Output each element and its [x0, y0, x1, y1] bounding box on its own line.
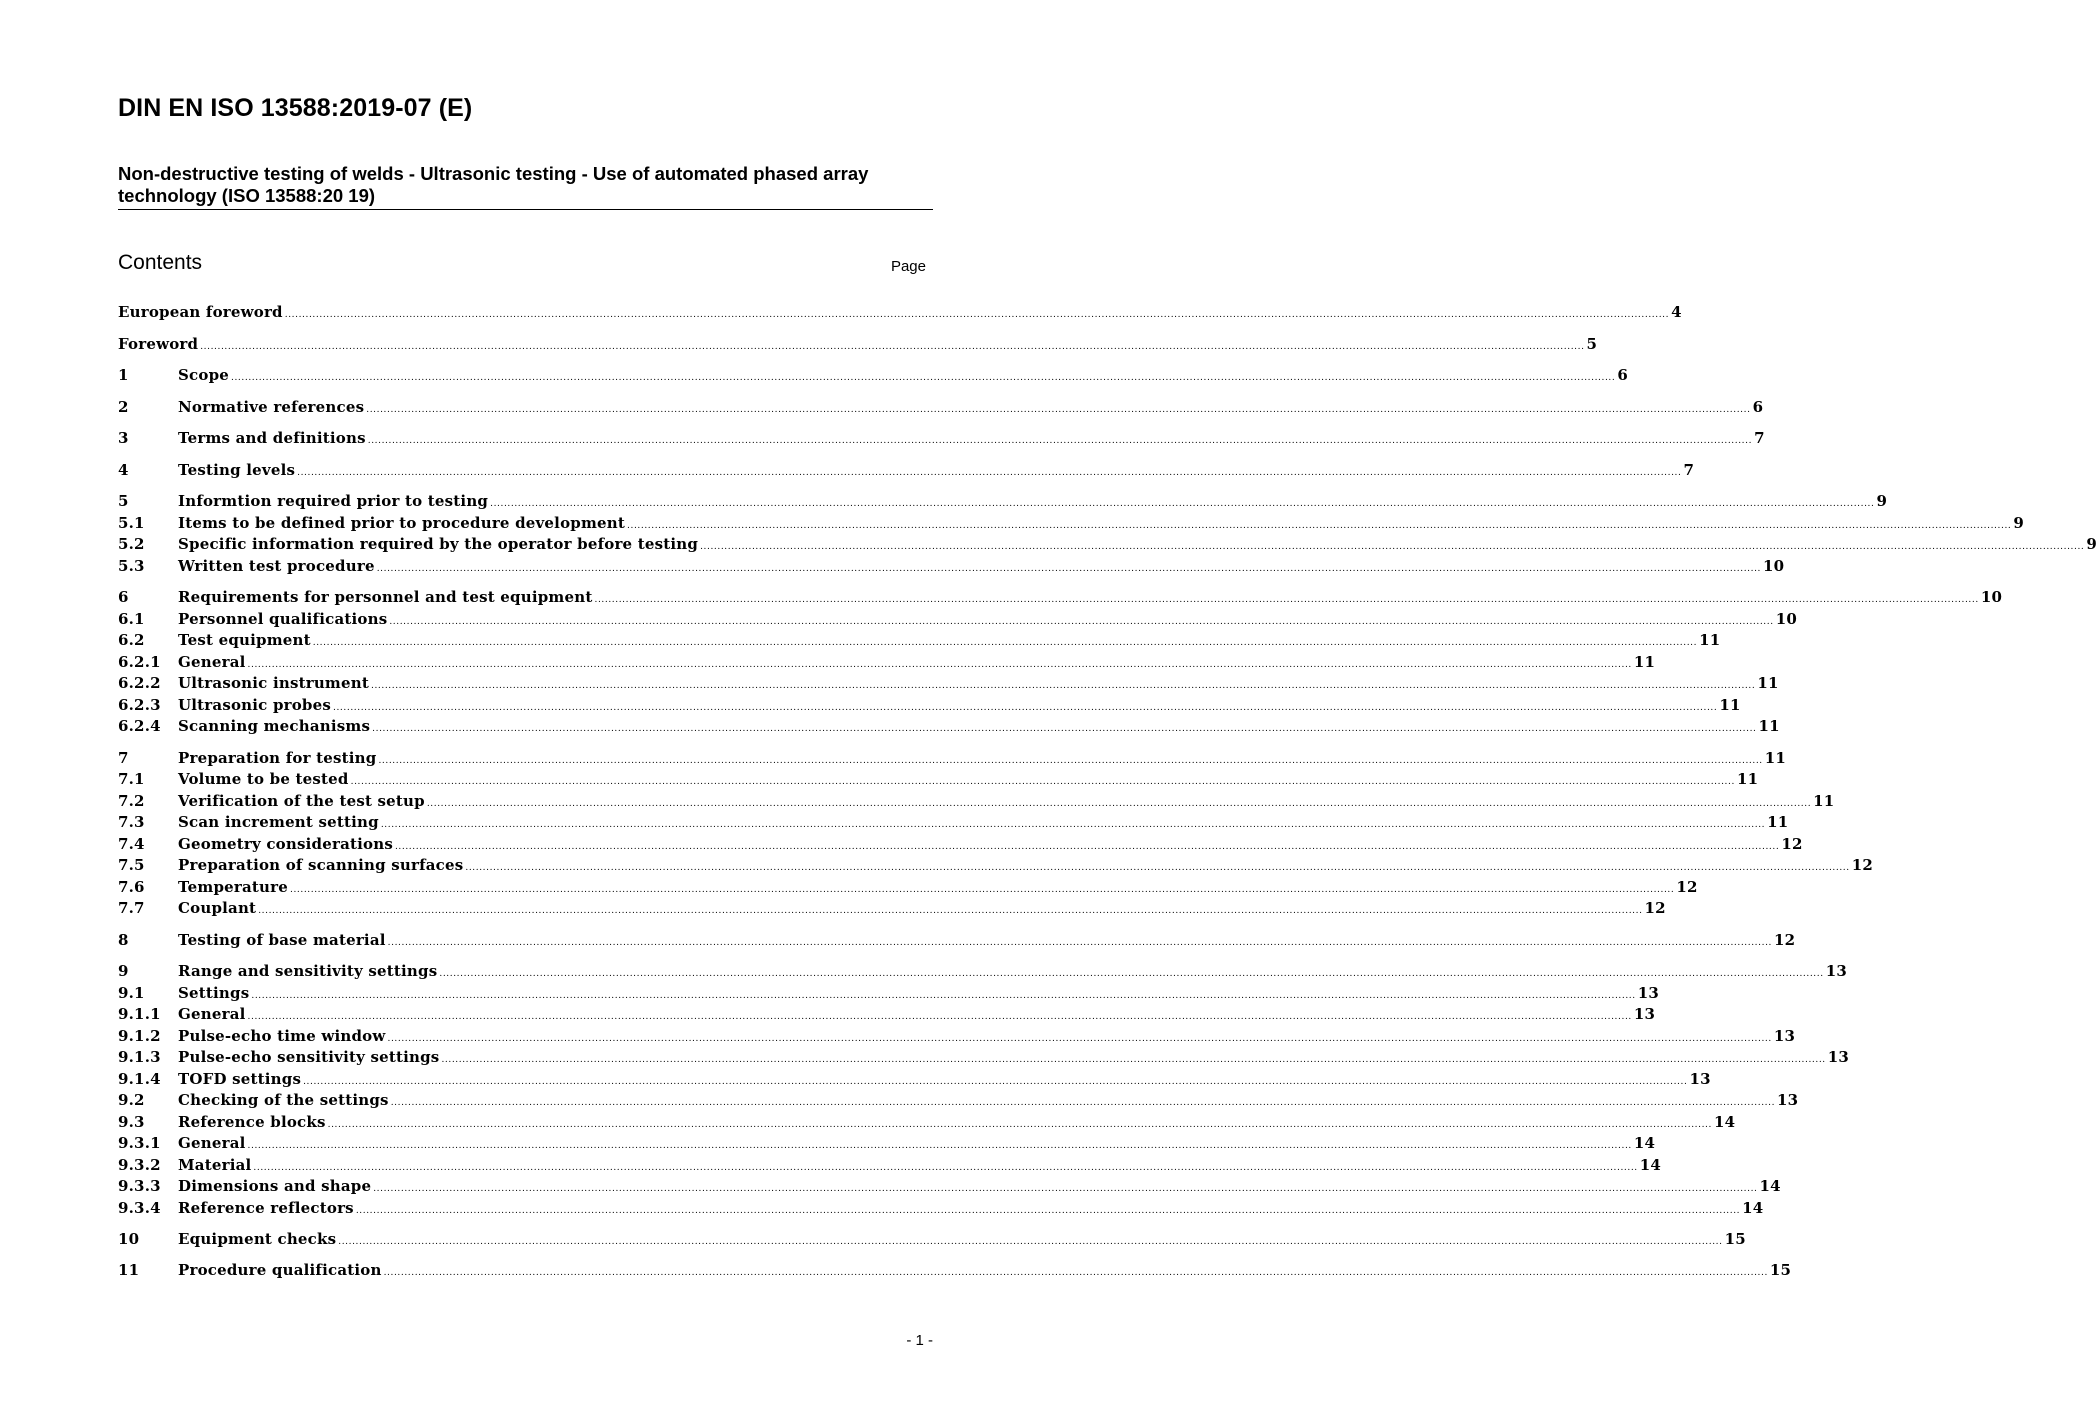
toc-entry-title: Requirements for personnel and test equipment: [178, 588, 593, 606]
toc-entry-number: 9.1.2: [118, 1027, 161, 1045]
toc-entry-number: 8: [118, 931, 129, 949]
toc-entry-page: 6: [1617, 366, 1628, 384]
toc-entry-number: 9.3.2: [118, 1156, 161, 1174]
toc-entry-page: 7: [1683, 461, 1695, 479]
toc-entry[interactable]: [118, 1091, 1799, 1111]
toc-entry[interactable]: [118, 931, 1796, 951]
toc-dot-leader: ................................................................................................................................................................................................................................................................................................................................................................................................................: [366, 405, 1751, 415]
toc-entry-page: 12: [1781, 835, 1803, 853]
toc-entry-number: 9.1.1: [118, 1005, 161, 1023]
toc-entry-page: 12: [1676, 878, 1698, 896]
toc-entry-number: 11: [118, 1261, 140, 1279]
toc-entry[interactable]: [118, 514, 2025, 534]
toc-entry-title: Reference blocks: [178, 1113, 326, 1131]
toc-entry-title: Geometry considerations: [178, 835, 393, 853]
toc-entry-title: Couplant: [178, 899, 257, 917]
toc-dot-leader: ................................................................................................................................................................................................................................................................................................................................................................................................................: [355, 1206, 1741, 1216]
toc-entry-number: 7.3: [118, 813, 145, 831]
toc-dot-leader: ................................................................................................................................................................................................................................................................................................................................................................................................................: [383, 1268, 1768, 1278]
toc-entry[interactable]: [118, 856, 1873, 876]
toc-entry-page: 4: [1671, 303, 1682, 321]
toc-entry[interactable]: [118, 1156, 1662, 1176]
toc-dot-leader: ................................................................................................................................................................................................................................................................................................................................................................................................................: [247, 1141, 1632, 1151]
toc-entry-page: 14: [1713, 1113, 1736, 1131]
toc-entry-page: 13: [1633, 1005, 1656, 1023]
toc-entry-number: 5.2: [118, 535, 145, 553]
toc-entry-title: Range and sensitivity settings: [178, 962, 438, 980]
toc-entry-title: Specific information required by the operator before testing: [178, 535, 699, 553]
toc-entry-number: 7.6: [118, 878, 145, 896]
toc-entry[interactable]: [118, 1113, 1736, 1133]
toc-entry-title: Reference reflectors: [178, 1199, 354, 1217]
toc-entry-title: General: [178, 1134, 246, 1152]
toc-entry-title: Material: [178, 1156, 252, 1174]
toc-entry[interactable]: [118, 1005, 1656, 1025]
toc-entry-number: 7.2: [118, 792, 145, 810]
toc-entry-title: Normative references: [178, 398, 365, 416]
toc-dot-leader: ................................................................................................................................................................................................................................................................................................................................................................................................................: [394, 842, 1780, 852]
toc-entry-number: 3: [118, 429, 129, 447]
toc-entry[interactable]: [118, 1230, 1746, 1250]
toc-entry-number: 9.3.3: [118, 1177, 161, 1195]
toc-entry-title: Foreword: [118, 335, 199, 353]
toc-dot-leader: ................................................................................................................................................................................................................................................................................................................................................................................................................: [338, 1237, 1723, 1247]
toc-entry-page: 12: [1644, 899, 1666, 917]
toc-entry[interactable]: [118, 1048, 1850, 1068]
toc-entry[interactable]: [118, 461, 1695, 481]
toc-entry-number: 2: [118, 398, 129, 416]
toc-dot-leader: ................................................................................................................................................................................................................................................................................................................................................................................................................: [370, 681, 1756, 691]
toc-entry-number: 6.2.2: [118, 674, 161, 692]
toc-entry-number: 9.2: [118, 1091, 145, 1109]
toc-entry-page: 13: [1773, 1027, 1796, 1045]
toc-dot-leader: ................................................................................................................................................................................................................................................................................................................................................................................................................: [284, 310, 1670, 320]
toc-entry-page: 14: [1742, 1199, 1764, 1217]
toc-entry-number: 7.4: [118, 835, 145, 853]
toc-entry-number: 4: [118, 461, 129, 479]
toc-dot-leader: ................................................................................................................................................................................................................................................................................................................................................................................................................: [465, 863, 1850, 873]
toc-dot-leader: ................................................................................................................................................................................................................................................................................................................................................................................................................: [490, 499, 1875, 509]
toc-entry-title: Scan increment setting: [178, 813, 379, 831]
toc-entry-title: European foreword: [118, 303, 283, 321]
toc-entry[interactable]: [118, 366, 1628, 386]
toc-entry[interactable]: [118, 1261, 1792, 1281]
toc-entry[interactable]: [118, 429, 1765, 449]
toc-dot-leader: ................................................................................................................................................................................................................................................................................................................................................................................................................: [247, 660, 1632, 670]
toc-entry-number: 7.1: [118, 770, 145, 788]
toc-entry-title: Settings: [178, 984, 250, 1002]
toc-entry-page: 13: [1689, 1070, 1711, 1088]
toc-entry-page: 13: [1825, 962, 1847, 980]
toc-entry[interactable]: [118, 557, 1785, 577]
toc-dot-leader: ................................................................................................................................................................................................................................................................................................................................................................................................................: [350, 777, 1735, 787]
toc-entry-page: 12: [1851, 856, 1873, 874]
toc-dot-leader: ................................................................................................................................................................................................................................................................................................................................................................................................................: [426, 799, 1812, 809]
toc-entry-title: Written test procedure: [178, 557, 375, 575]
toc-entry-number: 6.2.1: [118, 653, 161, 671]
toc-entry[interactable]: [118, 631, 1721, 651]
toc-entry-number: 10: [118, 1230, 140, 1248]
toc-entry-page: 12: [1774, 931, 1796, 949]
toc-entry[interactable]: [118, 1134, 1656, 1154]
toc-entry[interactable]: [118, 335, 1598, 355]
toc-entry-page: 15: [1769, 1261, 1792, 1279]
toc-entry-number: 5.1: [118, 514, 145, 532]
toc-entry-title: Checking of the settings: [178, 1091, 389, 1109]
toc-entry-title: General: [178, 653, 246, 671]
toc-entry-title: Pulse-echo time window: [178, 1027, 386, 1045]
page-column-heading: Page: [890, 258, 926, 275]
toc-dot-leader: ................................................................................................................................................................................................................................................................................................................................................................................................................: [700, 542, 2085, 552]
toc-entry-page: 9: [2086, 535, 2097, 553]
toc-entry-number: 7: [118, 749, 129, 767]
toc-entry-number: 9.3.1: [118, 1134, 161, 1152]
toc-dot-leader: ................................................................................................................................................................................................................................................................................................................................................................................................................: [200, 342, 1585, 352]
toc-entry-page: 11: [1699, 631, 1721, 649]
toc-dot-leader: ................................................................................................................................................................................................................................................................................................................................................................................................................: [380, 820, 1766, 830]
toc-entry-title: Scanning mechanisms: [178, 717, 371, 735]
toc-entry-title: Temperature: [178, 878, 288, 896]
toc-entry[interactable]: [118, 749, 1787, 769]
toc-entry-number: 5.3: [118, 557, 145, 575]
toc-entry-number: 9: [118, 962, 129, 980]
toc-dot-leader: ................................................................................................................................................................................................................................................................................................................................................................................................................: [372, 724, 1757, 734]
toc-dot-leader: ................................................................................................................................................................................................................................................................................................................................................................................................................: [389, 617, 1774, 627]
toc-entry-title: Volume to be tested: [178, 770, 349, 788]
toc-entry-number: 9.1: [118, 984, 145, 1002]
toc-entry[interactable]: [118, 674, 1779, 694]
toc-entry-title: TOFD settings: [178, 1070, 302, 1088]
toc-entry-title: Procedure qualification: [178, 1261, 382, 1279]
toc-dot-leader: ................................................................................................................................................................................................................................................................................................................................................................................................................: [373, 1184, 1758, 1194]
toc-dot-leader: ................................................................................................................................................................................................................................................................................................................................................................................................................: [594, 595, 1979, 605]
toc-dot-leader: ................................................................................................................................................................................................................................................................................................................................................................................................................: [387, 1034, 1772, 1044]
toc-entry-number: 6.2.3: [118, 696, 161, 714]
toc-entry[interactable]: [118, 1199, 1764, 1219]
toc-entry-page: 11: [1767, 813, 1789, 831]
contents-heading: Contents: [118, 251, 203, 274]
toc-dot-leader: ................................................................................................................................................................................................................................................................................................................................................................................................................: [367, 436, 1753, 446]
toc-dot-leader: ................................................................................................................................................................................................................................................................................................................................................................................................................: [387, 938, 1772, 948]
toc-entry-page: 13: [1637, 984, 1659, 1002]
toc-entry-page: 15: [1724, 1230, 1746, 1248]
toc-entry-number: 9.3.4: [118, 1199, 161, 1217]
toc-entry-page: 11: [1757, 674, 1779, 692]
toc-entry-page: 7: [1754, 429, 1765, 447]
toc-entry[interactable]: [118, 962, 1847, 982]
toc-entry-title: Testing of base material: [178, 931, 386, 949]
toc-entry-number: 1: [118, 366, 129, 384]
toc-entry-title: Items to be defined prior to procedure development: [178, 514, 626, 532]
toc-entry-number: 9.3: [118, 1113, 145, 1131]
toc-entry-number: 6.2: [118, 631, 145, 649]
toc-dot-leader: ................................................................................................................................................................................................................................................................................................................................................................................................................: [378, 756, 1763, 766]
toc-dot-leader: ................................................................................................................................................................................................................................................................................................................................................................................................................: [390, 1098, 1776, 1108]
toc-dot-leader: ................................................................................................................................................................................................................................................................................................................................................................................................................: [290, 885, 1675, 895]
toc-entry-page: 5: [1586, 335, 1598, 353]
toc-dot-leader: ................................................................................................................................................................................................................................................................................................................................................................................................................: [627, 521, 2012, 531]
toc-dot-leader: ................................................................................................................................................................................................................................................................................................................................................................................................................: [441, 1055, 1826, 1065]
toc-dot-leader: ................................................................................................................................................................................................................................................................................................................................................................................................................: [297, 468, 1682, 478]
toc-entry-title: General: [178, 1005, 246, 1023]
toc-entry-page: 6: [1752, 398, 1764, 416]
toc-entry-page: 10: [1980, 588, 2003, 606]
toc-entry-title: Pulse-echo sensitivity settings: [178, 1048, 440, 1066]
toc-entry-title: Preparation of scanning surfaces: [178, 856, 464, 874]
toc-entry[interactable]: [118, 792, 1835, 812]
toc-entry-page: 11: [1633, 653, 1656, 671]
toc-entry-number: 9.1.3: [118, 1048, 161, 1066]
toc-entry[interactable]: [118, 535, 2097, 555]
document-subtitle: Non-destructive testing of welds - Ultrasonic testing - Use of automated phased array technology (ISO 13588:20 19): [118, 163, 933, 210]
toc-entry[interactable]: [118, 696, 1741, 716]
toc-entry-page: 9: [2013, 514, 2025, 532]
toc-entry-page: 11: [1736, 770, 1759, 788]
toc-entry-title: Ultrasonic instrument: [178, 674, 369, 692]
toc-entry[interactable]: [118, 610, 1797, 630]
toc-entry[interactable]: [118, 835, 1803, 855]
toc-entry-title: Preparation for testing: [178, 749, 377, 767]
toc-entry[interactable]: [118, 653, 1656, 673]
toc-dot-leader: ................................................................................................................................................................................................................................................................................................................................................................................................................: [312, 638, 1698, 648]
toc-entry[interactable]: [118, 1177, 1781, 1197]
toc-entry[interactable]: [118, 1070, 1711, 1090]
toc-dot-leader: ................................................................................................................................................................................................................................................................................................................................................................................................................: [247, 1012, 1632, 1022]
toc-entry-title: Test equipment: [178, 631, 311, 649]
toc-entry-page: 9: [1876, 492, 1888, 510]
toc-entry-title: Verification of the test setup: [178, 792, 425, 810]
toc-entry-number: 7.7: [118, 899, 145, 917]
toc-entry-page: 11: [1813, 792, 1835, 810]
toc-entry[interactable]: [118, 1027, 1796, 1047]
footer-page-number: - 1 -: [906, 1332, 933, 1349]
toc-entry[interactable]: [118, 717, 1780, 737]
toc-entry-title: Testing levels: [178, 461, 296, 479]
toc-entry-page: 14: [1639, 1156, 1662, 1174]
toc-entry-number: 5: [118, 492, 129, 510]
toc-dot-leader: ................................................................................................................................................................................................................................................................................................................................................................................................................: [251, 991, 1636, 1001]
toc-entry-page: 10: [1763, 557, 1785, 575]
toc-entry-page: 11: [1719, 696, 1741, 714]
toc-entry[interactable]: [118, 588, 2003, 608]
toc-entry-title: Dimensions and shape: [178, 1177, 372, 1195]
toc-entry[interactable]: [118, 813, 1789, 833]
toc-entry[interactable]: [118, 899, 1666, 919]
toc-dot-leader: ................................................................................................................................................................................................................................................................................................................................................................................................................: [231, 373, 1616, 383]
toc-dot-leader: ................................................................................................................................................................................................................................................................................................................................................................................................................: [253, 1163, 1638, 1173]
toc-entry-page: 11: [1758, 717, 1780, 735]
toc-dot-leader: ................................................................................................................................................................................................................................................................................................................................................................................................................: [303, 1077, 1688, 1087]
toc-entry-page: 13: [1827, 1048, 1850, 1066]
toc-entry-number: 9.1.4: [118, 1070, 161, 1088]
toc-entry-number: 6.2.4: [118, 717, 161, 735]
toc-entry-number: 6.1: [118, 610, 145, 628]
toc-dot-leader: ................................................................................................................................................................................................................................................................................................................................................................................................................: [258, 906, 1643, 916]
toc-entry[interactable]: [118, 398, 1764, 418]
toc-entry[interactable]: [118, 984, 1659, 1004]
toc-dot-leader: ................................................................................................................................................................................................................................................................................................................................................................................................................: [327, 1120, 1712, 1130]
toc-entry-number: 7.5: [118, 856, 145, 874]
toc-entry-number: 6: [118, 588, 129, 606]
toc-entry[interactable]: [118, 770, 1759, 790]
toc-entry-title: Personnel qualifications: [178, 610, 388, 628]
toc-entry-title: Informtion required prior to testing: [178, 492, 489, 510]
toc-dot-leader: ................................................................................................................................................................................................................................................................................................................................................................................................................: [333, 703, 1718, 713]
toc-entry-page: 14: [1759, 1177, 1781, 1195]
toc-entry-title: Scope: [178, 366, 230, 384]
toc-entry-title: Equipment checks: [178, 1230, 337, 1248]
toc-dot-leader: ................................................................................................................................................................................................................................................................................................................................................................................................................: [439, 969, 1824, 979]
toc-entry-page: 14: [1633, 1134, 1656, 1152]
toc-dot-leader: ................................................................................................................................................................................................................................................................................................................................................................................................................: [376, 564, 1762, 574]
toc-entry[interactable]: [118, 878, 1698, 898]
toc-entry[interactable]: [118, 303, 1682, 323]
document-title: DIN EN ISO 13588:2019-07 (E): [118, 94, 473, 122]
toc-entry-title: Ultrasonic probes: [178, 696, 332, 714]
toc-entry-title: Terms and definitions: [178, 429, 366, 447]
toc-entry-page: 11: [1764, 749, 1787, 767]
toc-entry-page: 13: [1777, 1091, 1799, 1109]
toc-entry-page: 10: [1775, 610, 1797, 628]
toc-entry[interactable]: [118, 492, 1888, 512]
